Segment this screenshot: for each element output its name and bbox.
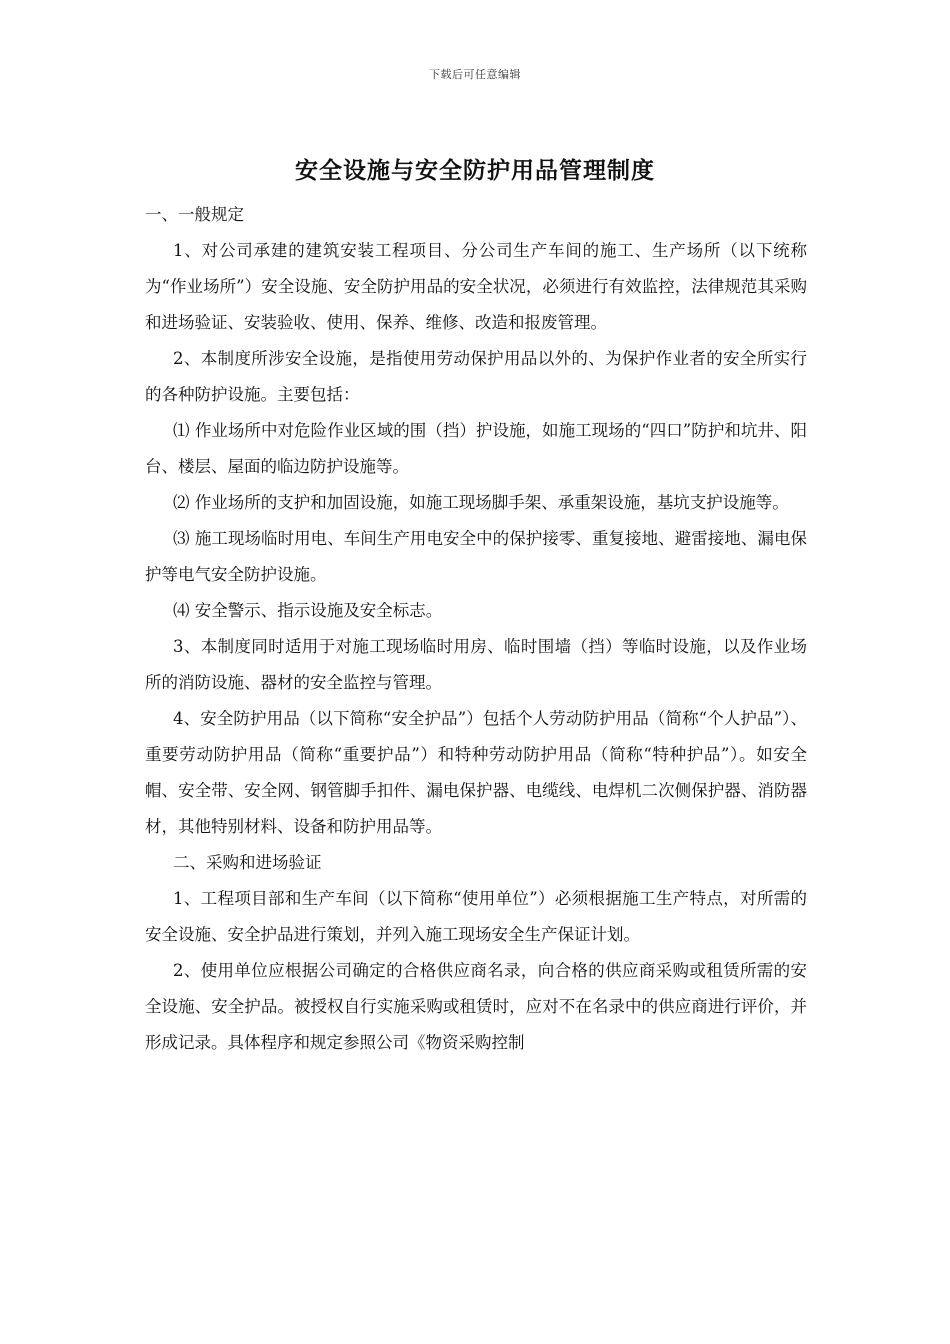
paragraph: 1、对公司承建的建筑安装工程项目、分公司生产车间的施工、生产场所（以下统称为“作业场所”）安全设施、安全防护用品的安全状况，必须进行有效监控，法律规范其采购和进场验证、安装验收、使用、保养、维修、改造和报废管理。 — [145, 241, 807, 332]
paragraph: 2、本制度所涉安全设施，是指使用劳动保护用品以外的、为保护作业者的安全所实行的各种防护设施。主要包括： — [145, 349, 807, 404]
section-heading-procurement: 二、采购和进场验证 — [173, 853, 322, 872]
list-item: ⑶ 施工现场临时用电、车间生产用电安全中的保护接零、重复接地、避雷接地、漏电保护等电气安全防护设施。 — [145, 529, 807, 584]
document-title: 安全设施与安全防护用品管理制度 — [295, 157, 655, 184]
list-item: ⑵ 作业场所的支护和加固设施，如施工现场脚手架、承重架设施，基坑支护设施等。 — [173, 493, 789, 512]
page-header-note: 下载后可任意编辑 — [429, 68, 521, 81]
paragraph: 3、本制度同时适用于对施工现场临时用房、临时围墙（挡）等临时设施，以及作业场所的消防设施、器材的安全监控与管理。 — [145, 637, 807, 692]
paragraph: 2、使用单位应根据公司确定的合格供应商名录，向合格的供应商采购或租赁所需的安全设施、安全护品。被授权自行实施采购或租赁时，应对不在名录中的供应商进行评价，并形成记录。具体程序和规定参照公司《物资采购控制 — [145, 961, 807, 1052]
document-body — [145, 197, 807, 1061]
list-item: ⑴ 作业场所中对危险作业区域的围（挡）护设施，如施工现场的“四口”防护和坑井、阳台、楼层、屋面的临边防护设施等。 — [145, 421, 807, 476]
list-item: ⑷ 安全警示、指示设施及安全标志。 — [173, 601, 443, 620]
paragraph: 1、工程项目部和生产车间（以下简称“使用单位”）必须根据施工生产特点，对所需的安全设施、安全护品进行策划，并列入施工现场安全生产保证计划。 — [145, 889, 807, 944]
paragraph: 4、安全防护用品（以下简称“安全护品”）包括个人劳动防护用品（简称“个人护品”）、重要劳动防护用品（简称“重要护品”）和特种劳动防护用品（简称“特种护品”）。如安全帽、安全带、安全网、钢管脚手扣件、漏电保护器、电缆线、电焊机二次侧保护器、消防器材，其他特别材料、设备和防护用品等。 — [145, 709, 807, 836]
section-heading-general: 一、一般规定 — [145, 205, 244, 224]
